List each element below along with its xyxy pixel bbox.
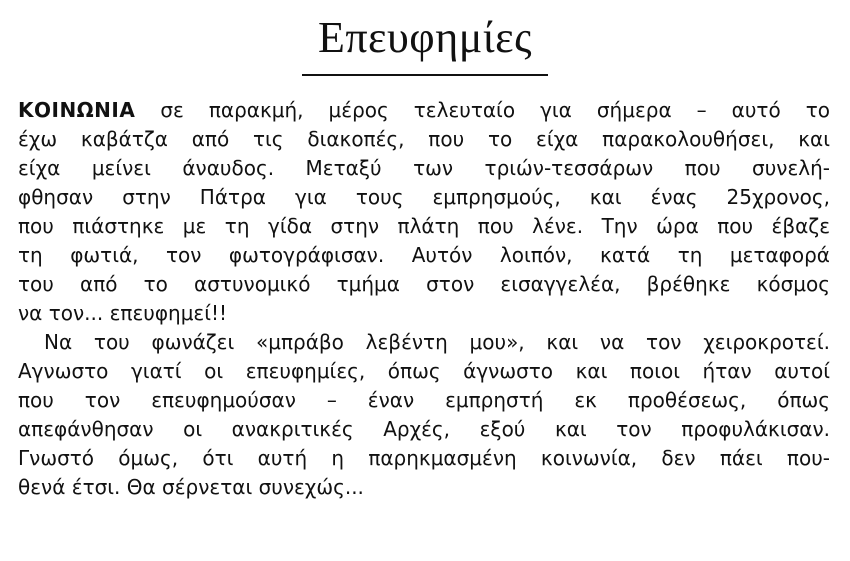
- body-line: απεφάνθησαν οι ανακριτικές Αρχές, εξού και τον προφυλάκισαν.: [18, 417, 830, 441]
- body-line: είχα μείνει άναυδος. Μεταξύ των τριών-τεσσάρων που συνελή-: [18, 156, 830, 180]
- paragraph-2: [18, 328, 830, 502]
- section-kicker: ΚΟΙΝΩΝΙΑ: [18, 98, 136, 122]
- headline: Επευφημίες: [317, 13, 533, 62]
- body-line: [18, 96, 830, 125]
- body-line: έχω καβάτζα από τις διακοπές, που το είχα παρακολουθήσει, και: [18, 127, 830, 151]
- body-line: τη φωτιά, τον φωτογράφισαν. Αυτόν λοιπόν, κατά τη μεταφορά: [18, 243, 830, 267]
- article-body: [18, 96, 830, 502]
- body-line-text: σε παρακμή, μέρος τελευταίο για σήμερα – αυτό το: [135, 98, 830, 122]
- body-line: να τον... επευφημεί!!: [18, 301, 228, 325]
- body-line: φθησαν στην Πάτρα για τους εμπρησμούς, και ένας 25χρονος,: [18, 185, 830, 209]
- body-line: Να του φωνάζει «μπράβο λεβέντη μου», και να τον χειροκροτεί.: [44, 330, 830, 354]
- body-line: που πιάστηκε με τη γίδα στην πλάτη που λένε. Την ώρα που έβαζε: [18, 214, 830, 238]
- body-line: του από το αστυνομικό τμήμα στον εισαγγελέα, βρέθηκε κόσμος: [18, 272, 830, 296]
- body-line: Γνωστό όμως, ότι αυτή η παρηκμασμένη κοινωνία, δεν πάει που-: [18, 446, 830, 470]
- body-line: που τον επευφημούσαν – έναν εμπρηστή εκ προθέσεως, όπως: [18, 388, 830, 412]
- headline-underline: [302, 74, 548, 76]
- body-line: θενά έτσι. Θα σέρνεται συνεχώς...: [18, 475, 364, 499]
- body-line: Αγνωστο γιατί οι επευφημίες, όπως άγνωστο και ποιοι ήταν αυτοί: [18, 359, 830, 383]
- paragraph-1: [18, 96, 830, 328]
